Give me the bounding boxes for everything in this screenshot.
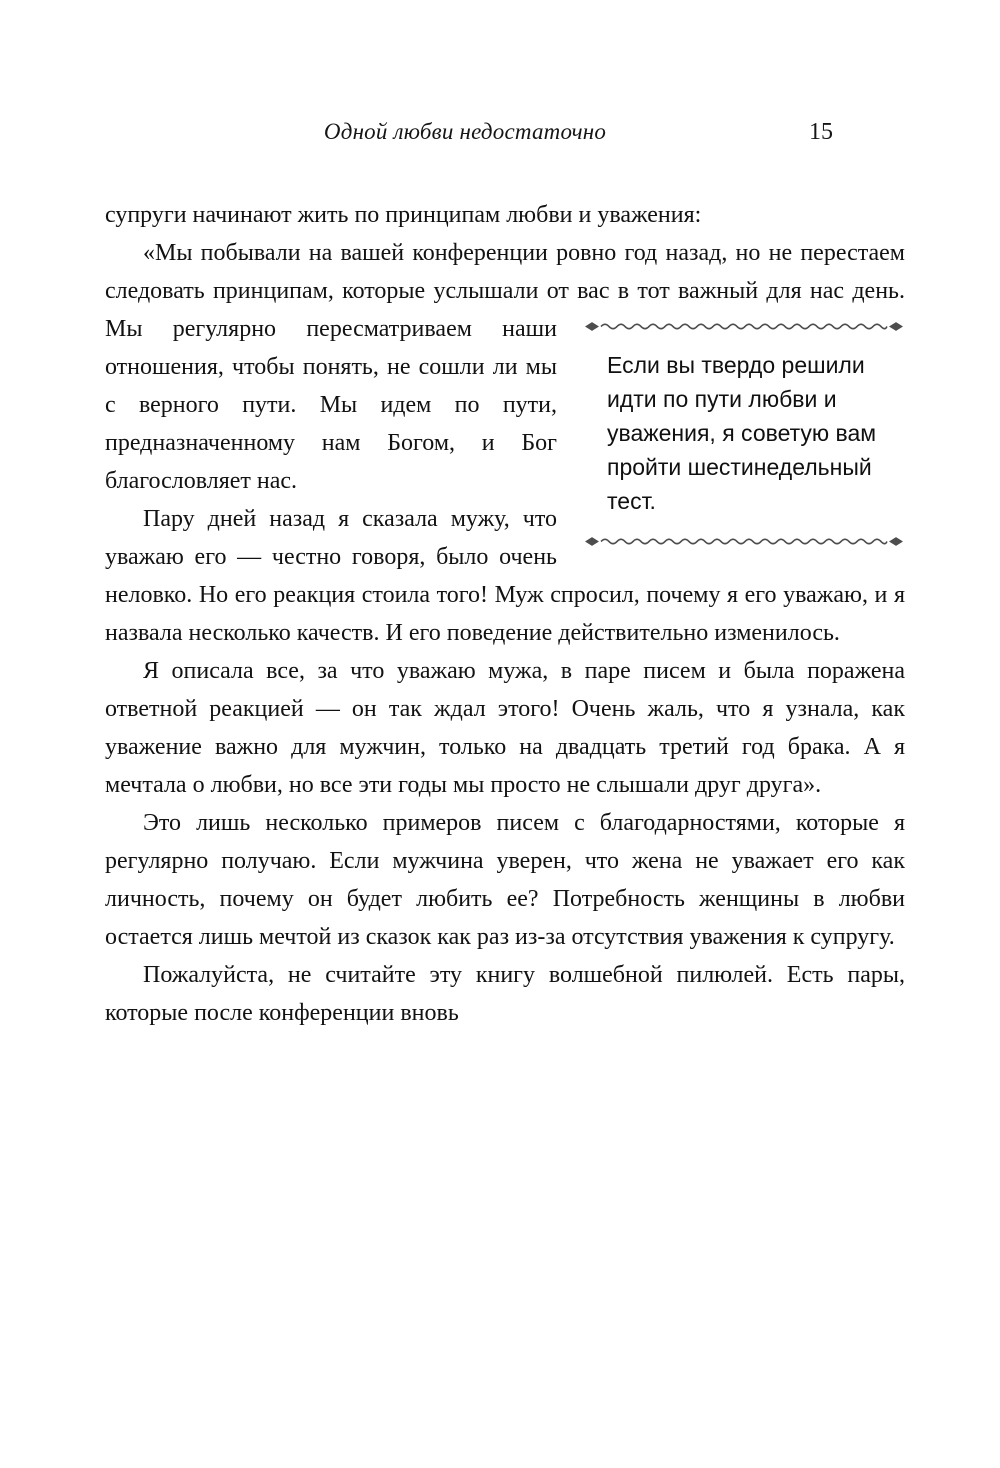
page-header [105,118,905,146]
paragraph: Я описала все, за что уважаю мужа, в паре писем и была поражена ответной реакцией — он так ждал этого! Очень жаль, что я узнала, как уважение важно для мужчин, только на двадцать третий год брака. А я мечтала о любви, но все эти годы мы просто не слышали друг друга». [105,658,905,798]
wavy-rule-top-decoration [583,320,905,333]
pull-quote-text: Если вы твердо решили идти по пути любви и уважения, я советую вам пройти шестинедельный тест. [607,352,877,514]
paragraph: Пару дней назад я сказала мужу, что уважаю его — честно говоря, было очень неловко. Но его реакция стоила того! Муж спросил, почему я его уважаю, и я назвала несколько качеств. И его поведение действительно изменилось. [105,506,905,646]
paragraph [105,234,905,514]
page-number: 15 [809,119,833,145]
wavy-rule-bottom-decoration [583,535,905,548]
running-title: Одной любви недостаточно [323,119,607,144]
paragraph-text: Мы регулярно пересматриваем наши отношения, чтобы понять, не сошли ли мы с верного пути. Мы идем по пути, предназначенному нам Богом, и Бог благословляет нас. [105,316,557,494]
paragraph: супруги начинают жить по принципам любви и уважения: [105,202,702,228]
paragraph: Пожалуйста, не считайте эту книгу волшебной пилюлей. Есть пары, которые после конференции вновь [105,962,905,1026]
paragraph: Это лишь несколько примеров писем с благодарностями, которые я регулярно получаю. Если мужчина уверен, что жена не уважает его как личность, почему он будет любить ее? Потребность женщины в любви остается лишь мечтой из сказок как раз из-за отсутствия уважения к супругу. [105,810,905,950]
page-body [105,196,905,1032]
pull-quote [583,320,905,548]
paragraph-text: «Мы побывали на вашей конференции ровно год назад, но не перестаем следовать принципам, которые услышали от вас в тот важный для нас день. [105,240,905,304]
